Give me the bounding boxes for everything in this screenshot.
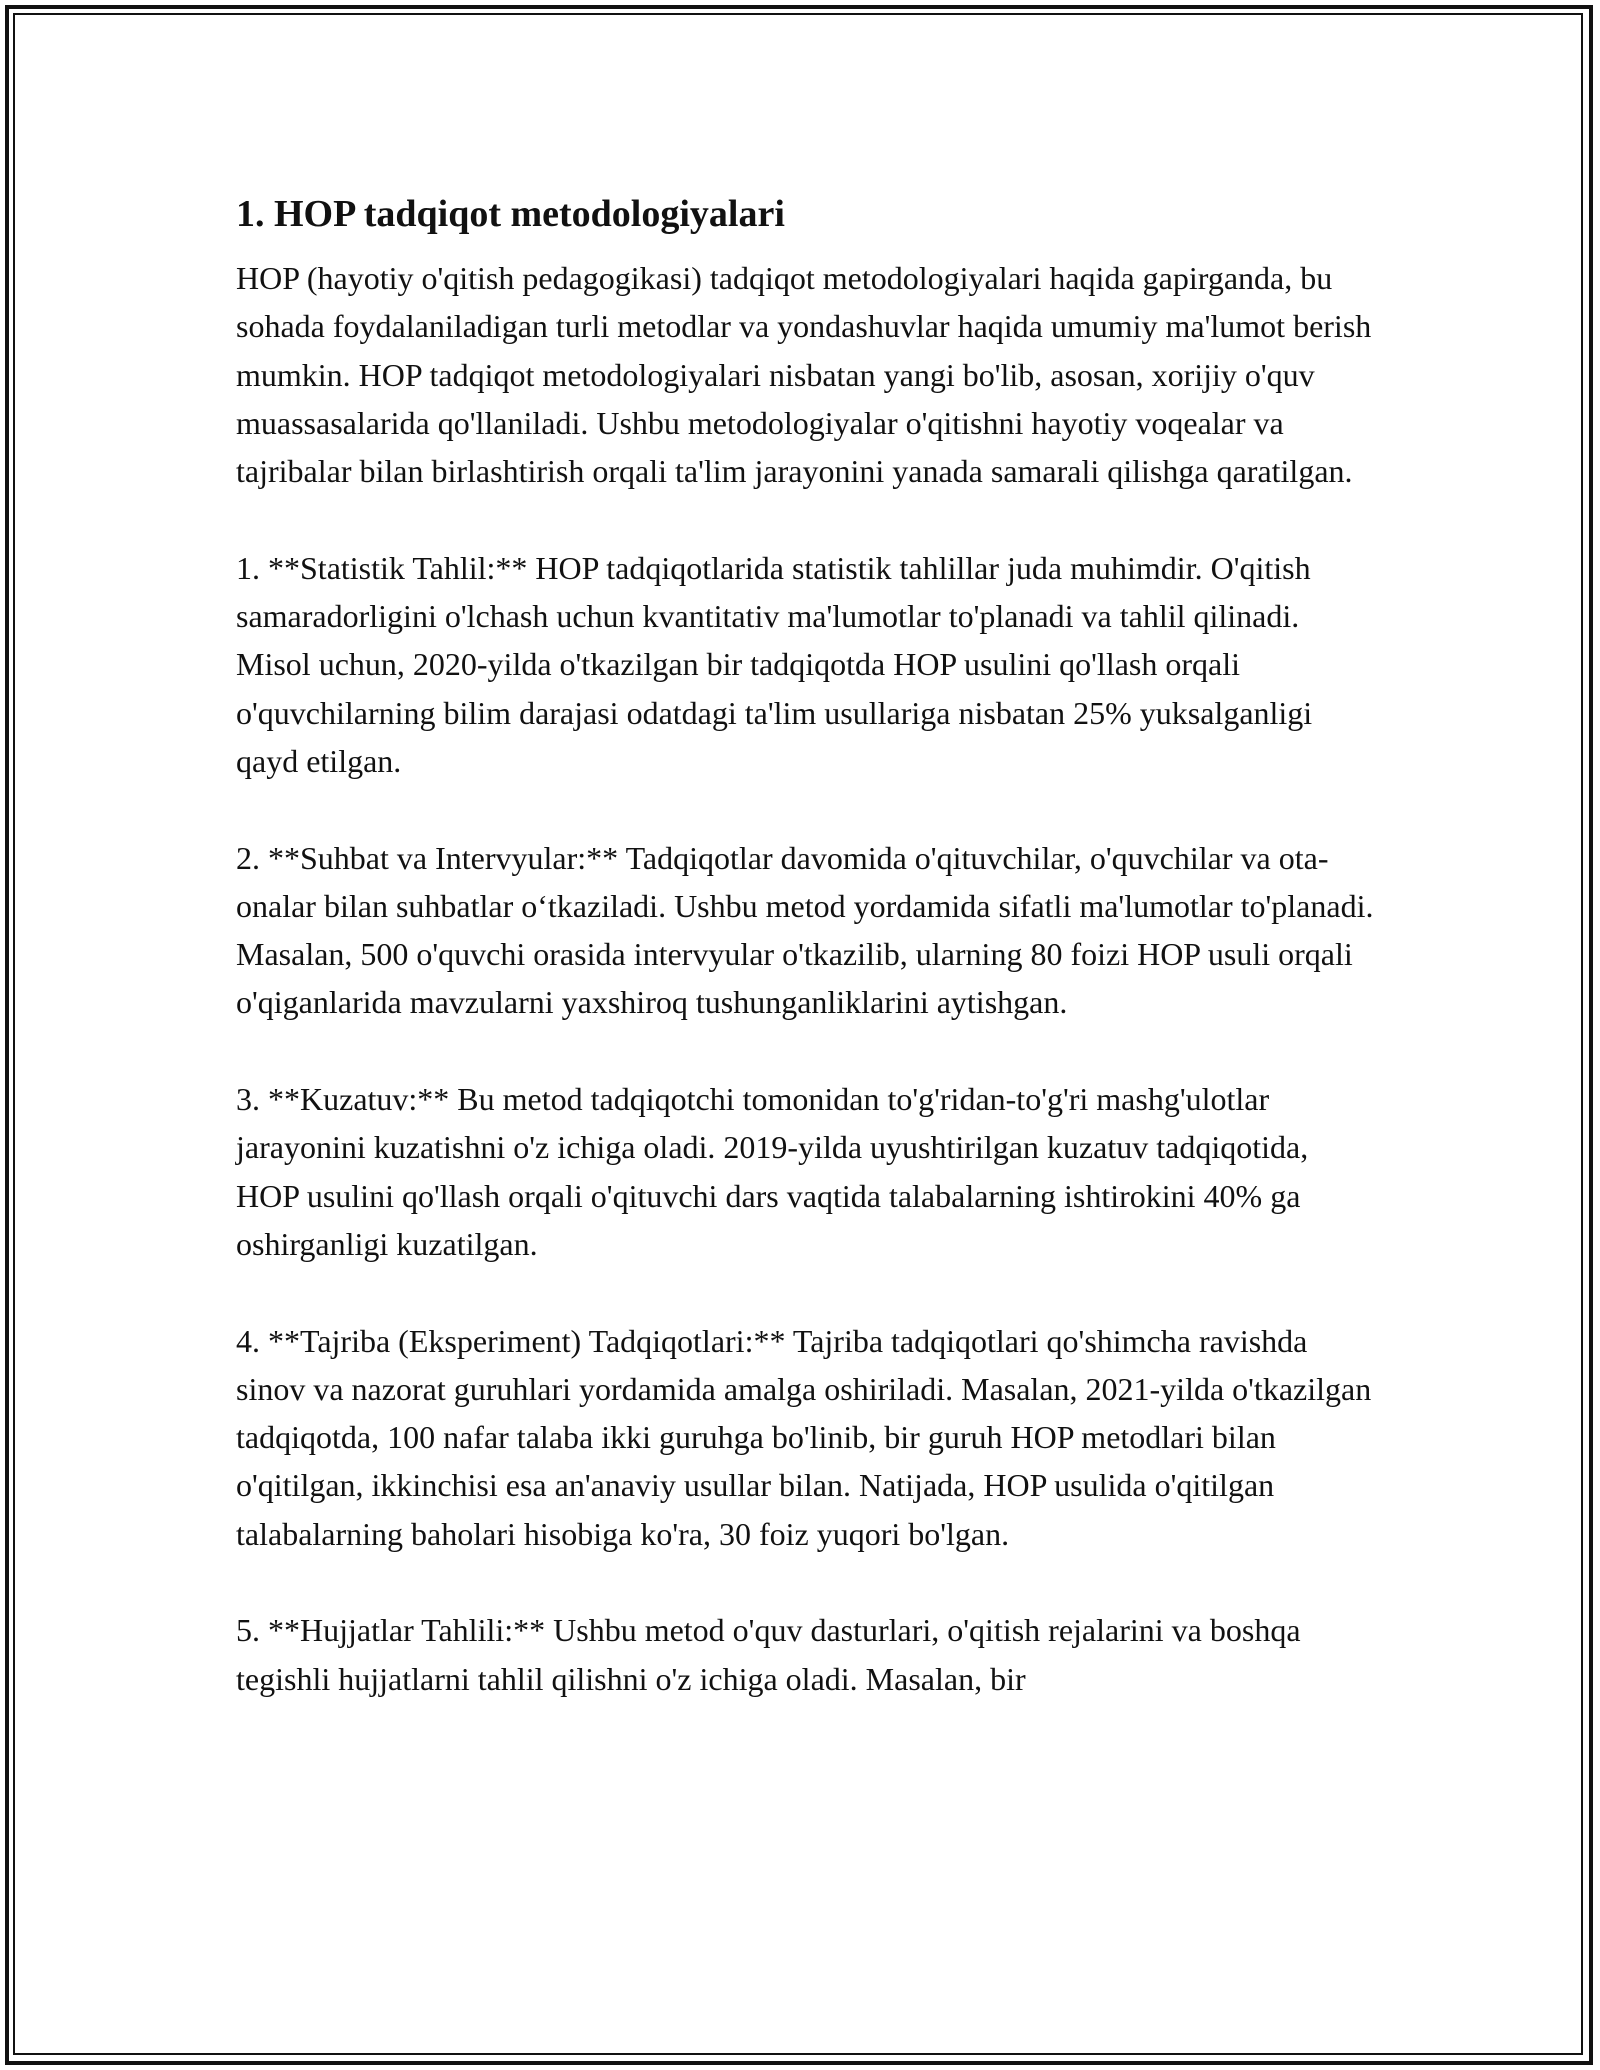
- section-kuzatuv: 3. **Kuzatuv:** Bu metod tadqiqotchi tomonidan to'g'ridan-to'g'ri mashg'ulotlar jarayonini kuzatishni o'z ichiga oladi. 2019-yilda uyushtirilgan kuzatuv tadqiqotida, HOP usulini qo'llash orqali o'qituvchi dars vaqtida talabalarning ishtirokini 40% ga oshirganligi kuzatilgan.: [236, 1081, 1309, 1262]
- section-statistik-tahlil: 1. **Statistik Tahlil:** HOP tadqiqotlarida statistik tahlillar juda muhimdir. O'qitish samaradorligini o'lchash uchun kvantitativ ma'lumotlar to'planadi va tahlil qilinadi. Misol uchun, 2020-yilda o'tkazilgan bir tadqiqotda HOP usulini qo'llash orqali o'quvchilarning bilim darajasi odatdagi ta'lim usullariga nisbatan 25% yuksalganligi qayd etilgan.: [236, 549, 1313, 779]
- intro-paragraph: HOP (hayotiy o'qitish pedagogikasi) tadqiqot metodologiyalari haqida gapirganda, bu sohada foydalaniladigan turli metodlar va yondashuvlar haqida umumiy ma'lumot berish mumkin. HOP tadqiqot metodologiyalari nisbatan yangi bo'lib, asosan, xorijiy o'quv muassasalarida qo'llaniladi. Ushbu metodologiyalar o'qitishni hayotiy voqealar va tajribalar bilan birlashtirish orqali ta'lim jarayonini yanada samarali qilishga qaratilgan.: [236, 260, 1372, 490]
- document-body: [236, 186, 1376, 1703]
- section-suhbat-intervyular: 2. **Suhbat va Intervyular:** Tadqiqotlar davomida o'qituvchilar, o'quvchilar va ota-onalar bilan suhbatlar o‘tkaziladi. Ushbu metod yordamida sifatli ma'lumotlar to'planadi. Masalan, 500 o'quvchi orasida intervyular o'tkazilib, ularning 80 foizi HOP usuli orqali o'qiganlarida mavzularni yaxshiroq tushunganliklarini aytishgan.: [236, 839, 1374, 1021]
- page-title: 1. HOP tadqiqot metodologiyalari: [236, 193, 785, 235]
- section-tajriba-tadqiqotlari: 4. **Tajriba (Eksperiment) Tadqiqotlari:** Tajriba tadqiqotlari qo'shimcha ravishda sinov va nazorat guruhlari yordamida amalga oshiriladi. Masalan, 2021-yilda o'tkazilgan tadqiqotda, 100 nafar talaba ikki guruhga bo'linib, bir guruh HOP metodlari bilan o'qitilgan, ikkinchisi esa an'anaviy usullar bilan. Natijada, HOP usulida o'qitilgan talabalarning baholari hisobiga ko'ra, 30 foiz yuqori bo'lgan.: [236, 1322, 1372, 1552]
- section-hujjatlar-tahlili: 5. **Hujjatlar Tahlili:** Ushbu metod o'quv dasturlari, o'qitish rejalarini va boshqa tegishli hujjatlarni tahlil qilishni o'z ichiga oladi. Masalan, bir: [236, 1612, 1301, 1697]
